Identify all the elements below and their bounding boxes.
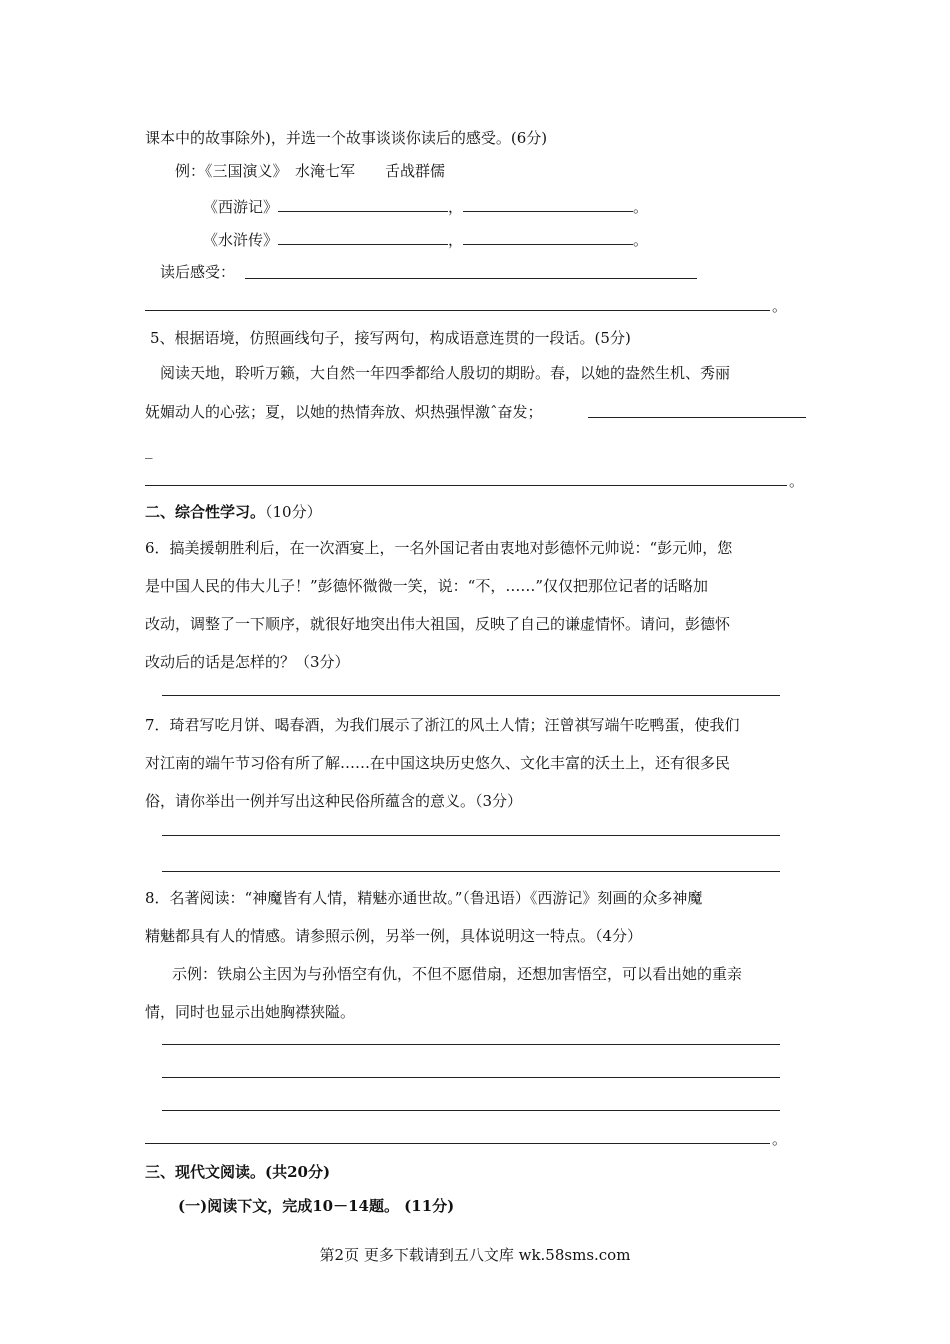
q8-example-1: 示例：铁扇公主因为与孙悟空有仇，不但不愿借扇，还想加害悟空，可以看出她的重亲 <box>172 965 743 983</box>
q8-answer-line-3[interactable] <box>162 1110 780 1111</box>
q4-book1-row <box>203 196 648 217</box>
q8-answer-line-4[interactable] <box>145 1143 770 1144</box>
q5-answer-line-1[interactable] <box>588 417 806 418</box>
q5-text-1: 阅读天地，聆听万籁，大自然一年四季都给人殷切的期盼。春，以她的盎然生机、秀丽 <box>160 364 731 382</box>
q8-example-2: 情，同时也显示出她胸襟狭隘。 <box>145 1003 356 1021</box>
q6-line-2: 是中国人民的伟大儿子！”彭德怀微微一笑，说：“不，……”仅仅把那位记者的话略加 <box>145 577 709 595</box>
q4-period: 。 <box>633 198 649 216</box>
q4-comma: ， <box>448 231 464 249</box>
q4-feeling-label: 读后感受： <box>160 263 236 281</box>
section3-heading: 三、现代文阅读。(共20分) <box>145 1163 331 1181</box>
q8-answer-line-2[interactable] <box>162 1077 780 1078</box>
q4-book1-label: 《西游记》 <box>203 198 279 216</box>
q5-text-2: 妩媚动人的心弦；夏，以她的热情奔放、炽热强悍激ˆ奋发； <box>145 403 543 421</box>
q4-comma: ， <box>448 198 464 216</box>
q7-line-2: 对江南的端午节习俗有所了解……在中国这块历史悠久、文化丰富的沃土上，还有很多民 <box>145 754 731 772</box>
q7-answer-line-2[interactable] <box>162 871 780 872</box>
q6-line-4: 改动后的话是怎样的？（3分） <box>145 653 350 671</box>
section3-subheading: (一)阅读下文，完成10－14题。 (11分) <box>178 1197 455 1215</box>
q5-answer-line-2[interactable] <box>145 485 787 486</box>
q4-feeling-line[interactable] <box>245 278 697 279</box>
q4-period: 。 <box>633 231 649 249</box>
q7-answer-line-1[interactable] <box>162 835 780 836</box>
q4-book1-blank-b[interactable] <box>463 196 633 212</box>
q6-line-1: 6．搞美援朝胜利后，在一次酒宴上，一名外国记者由衷地对彭德怀元帅说：“彭元帅，您 <box>145 539 733 557</box>
q8-answer-line-1[interactable] <box>162 1044 780 1045</box>
q4-feeling-line-2[interactable] <box>145 310 770 311</box>
q4-line-1: 课本中的故事除外)，并选一个故事谈谈你读后的感受。(6分) <box>145 129 548 147</box>
section2-heading-row <box>145 502 322 522</box>
q8-line-2: 精魅都具有人的情感。请参照示例，另举一例，具体说明这一特点。（4分） <box>145 927 643 945</box>
q7-line-1: 7．琦君写吃月饼、喝春酒，为我们展示了浙江的风土人情；汪曾祺写端午吃鸭蛋，使我们 <box>145 716 740 734</box>
q8-line-1: 8．名著阅读：“神魔皆有人情，精魅亦通世故。”（鲁迅语）《西游记》刻画的众多神魔 <box>145 889 703 907</box>
q7-line-3: 俗，请你举出一例并写出这种民俗所蕴含的意义。（3分） <box>145 792 523 810</box>
q4-feeling-period: 。 <box>772 297 788 315</box>
page-footer: 第2页 更多下载请到五八文库 wk.58sms.com <box>319 1246 631 1264</box>
section2-heading: 二、综合性学习。 <box>145 503 266 521</box>
q6-line-3: 改动，调整了一下顺序，就很好地突出伟大祖国，反映了自己的谦虚情怀。请问，彭德怀 <box>145 615 731 633</box>
section2-score: （10分） <box>265 503 322 521</box>
q4-book2-blank-a[interactable] <box>278 229 448 245</box>
q4-example: 例：《三国演义》 水淹七军 舌战群儒 <box>175 162 446 180</box>
q6-answer-line[interactable] <box>162 695 780 696</box>
q4-book2-label: 《水浒传》 <box>203 231 279 249</box>
q4-book2-row <box>203 229 648 250</box>
q4-book1-blank-a[interactable] <box>278 196 448 212</box>
q5-title: 5、根据语境，仿照画线句子，接写两句，构成语意连贯的一段话。(5分) <box>150 329 631 347</box>
q5-period: 。 <box>789 472 805 490</box>
q5-stray-mark: _ <box>145 441 153 459</box>
q8-period: 。 <box>772 1130 788 1148</box>
q4-book2-blank-b[interactable] <box>463 229 633 245</box>
